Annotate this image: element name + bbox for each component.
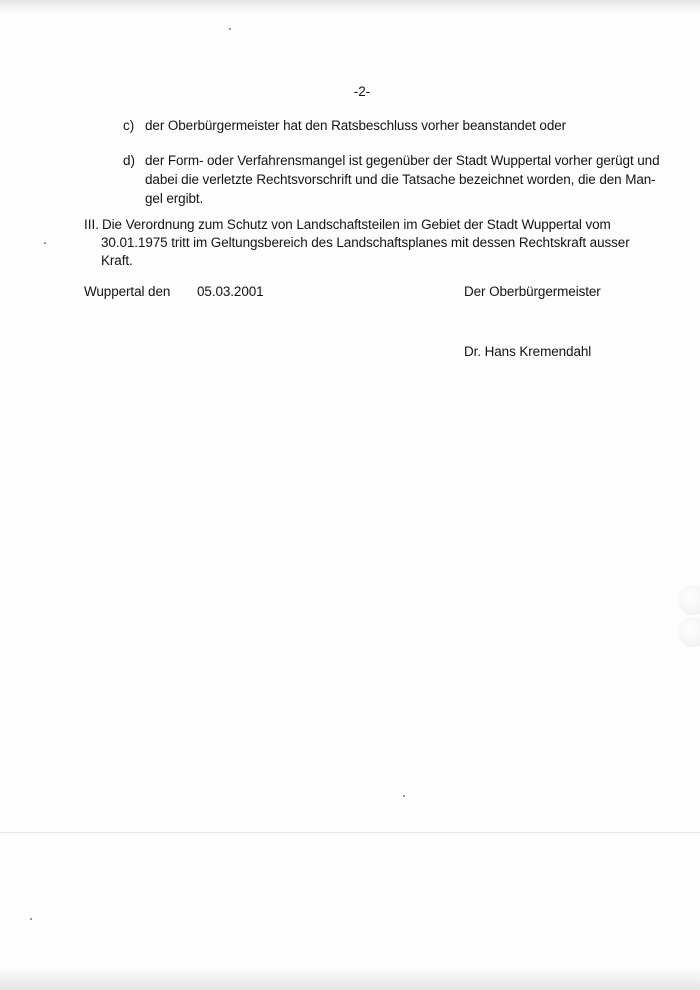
item-iii-line-3: Kraft.: [101, 253, 133, 268]
fold-line: [0, 832, 700, 833]
item-c-marker: c): [123, 118, 135, 133]
item-d-marker: d): [123, 153, 136, 168]
signature-name: Dr. Hans Kremendahl: [464, 344, 592, 359]
item-d-line-1: der Form- oder Verfahrensmangel ist gegenüber der Stadt Wuppertal vorher gerügt und: [145, 153, 660, 168]
signature-place: Wuppertal den: [84, 284, 171, 299]
scan-speck: [403, 795, 405, 797]
scan-edge-bottom: [0, 968, 700, 990]
punch-hole-upper: [678, 585, 700, 615]
item-c-line-1: der Oberbürgermeister hat den Ratsbeschluss vorher beanstandet oder: [145, 118, 567, 133]
signature-role: Der Oberbürgermeister: [464, 284, 601, 299]
scan-speck: [229, 28, 231, 30]
scan-edge-top: [0, 0, 700, 14]
item-iii-marker: III.: [84, 217, 100, 232]
item-iii-line-1: Die Verordnung zum Schutz von Landschaftsteilen im Gebiet der Stadt Wuppertal vom: [102, 217, 611, 232]
punch-hole-lower: [678, 617, 700, 647]
signature-date: 05.03.2001: [197, 284, 264, 299]
item-d-line-3: gel ergibt.: [145, 191, 204, 206]
scan-speck: [44, 242, 46, 244]
scan-speck: [30, 918, 32, 920]
item-iii-line-2: 30.01.1975 tritt im Geltungsbereich des Landschaftsplanes mit dessen Rechtskraft ausser: [101, 235, 630, 250]
page-number: -2-: [353, 84, 371, 99]
item-d-line-2: dabei die verletzte Rechtsvorschrift und die Tatsache bezeichnet worden, die den Man-: [145, 172, 656, 187]
